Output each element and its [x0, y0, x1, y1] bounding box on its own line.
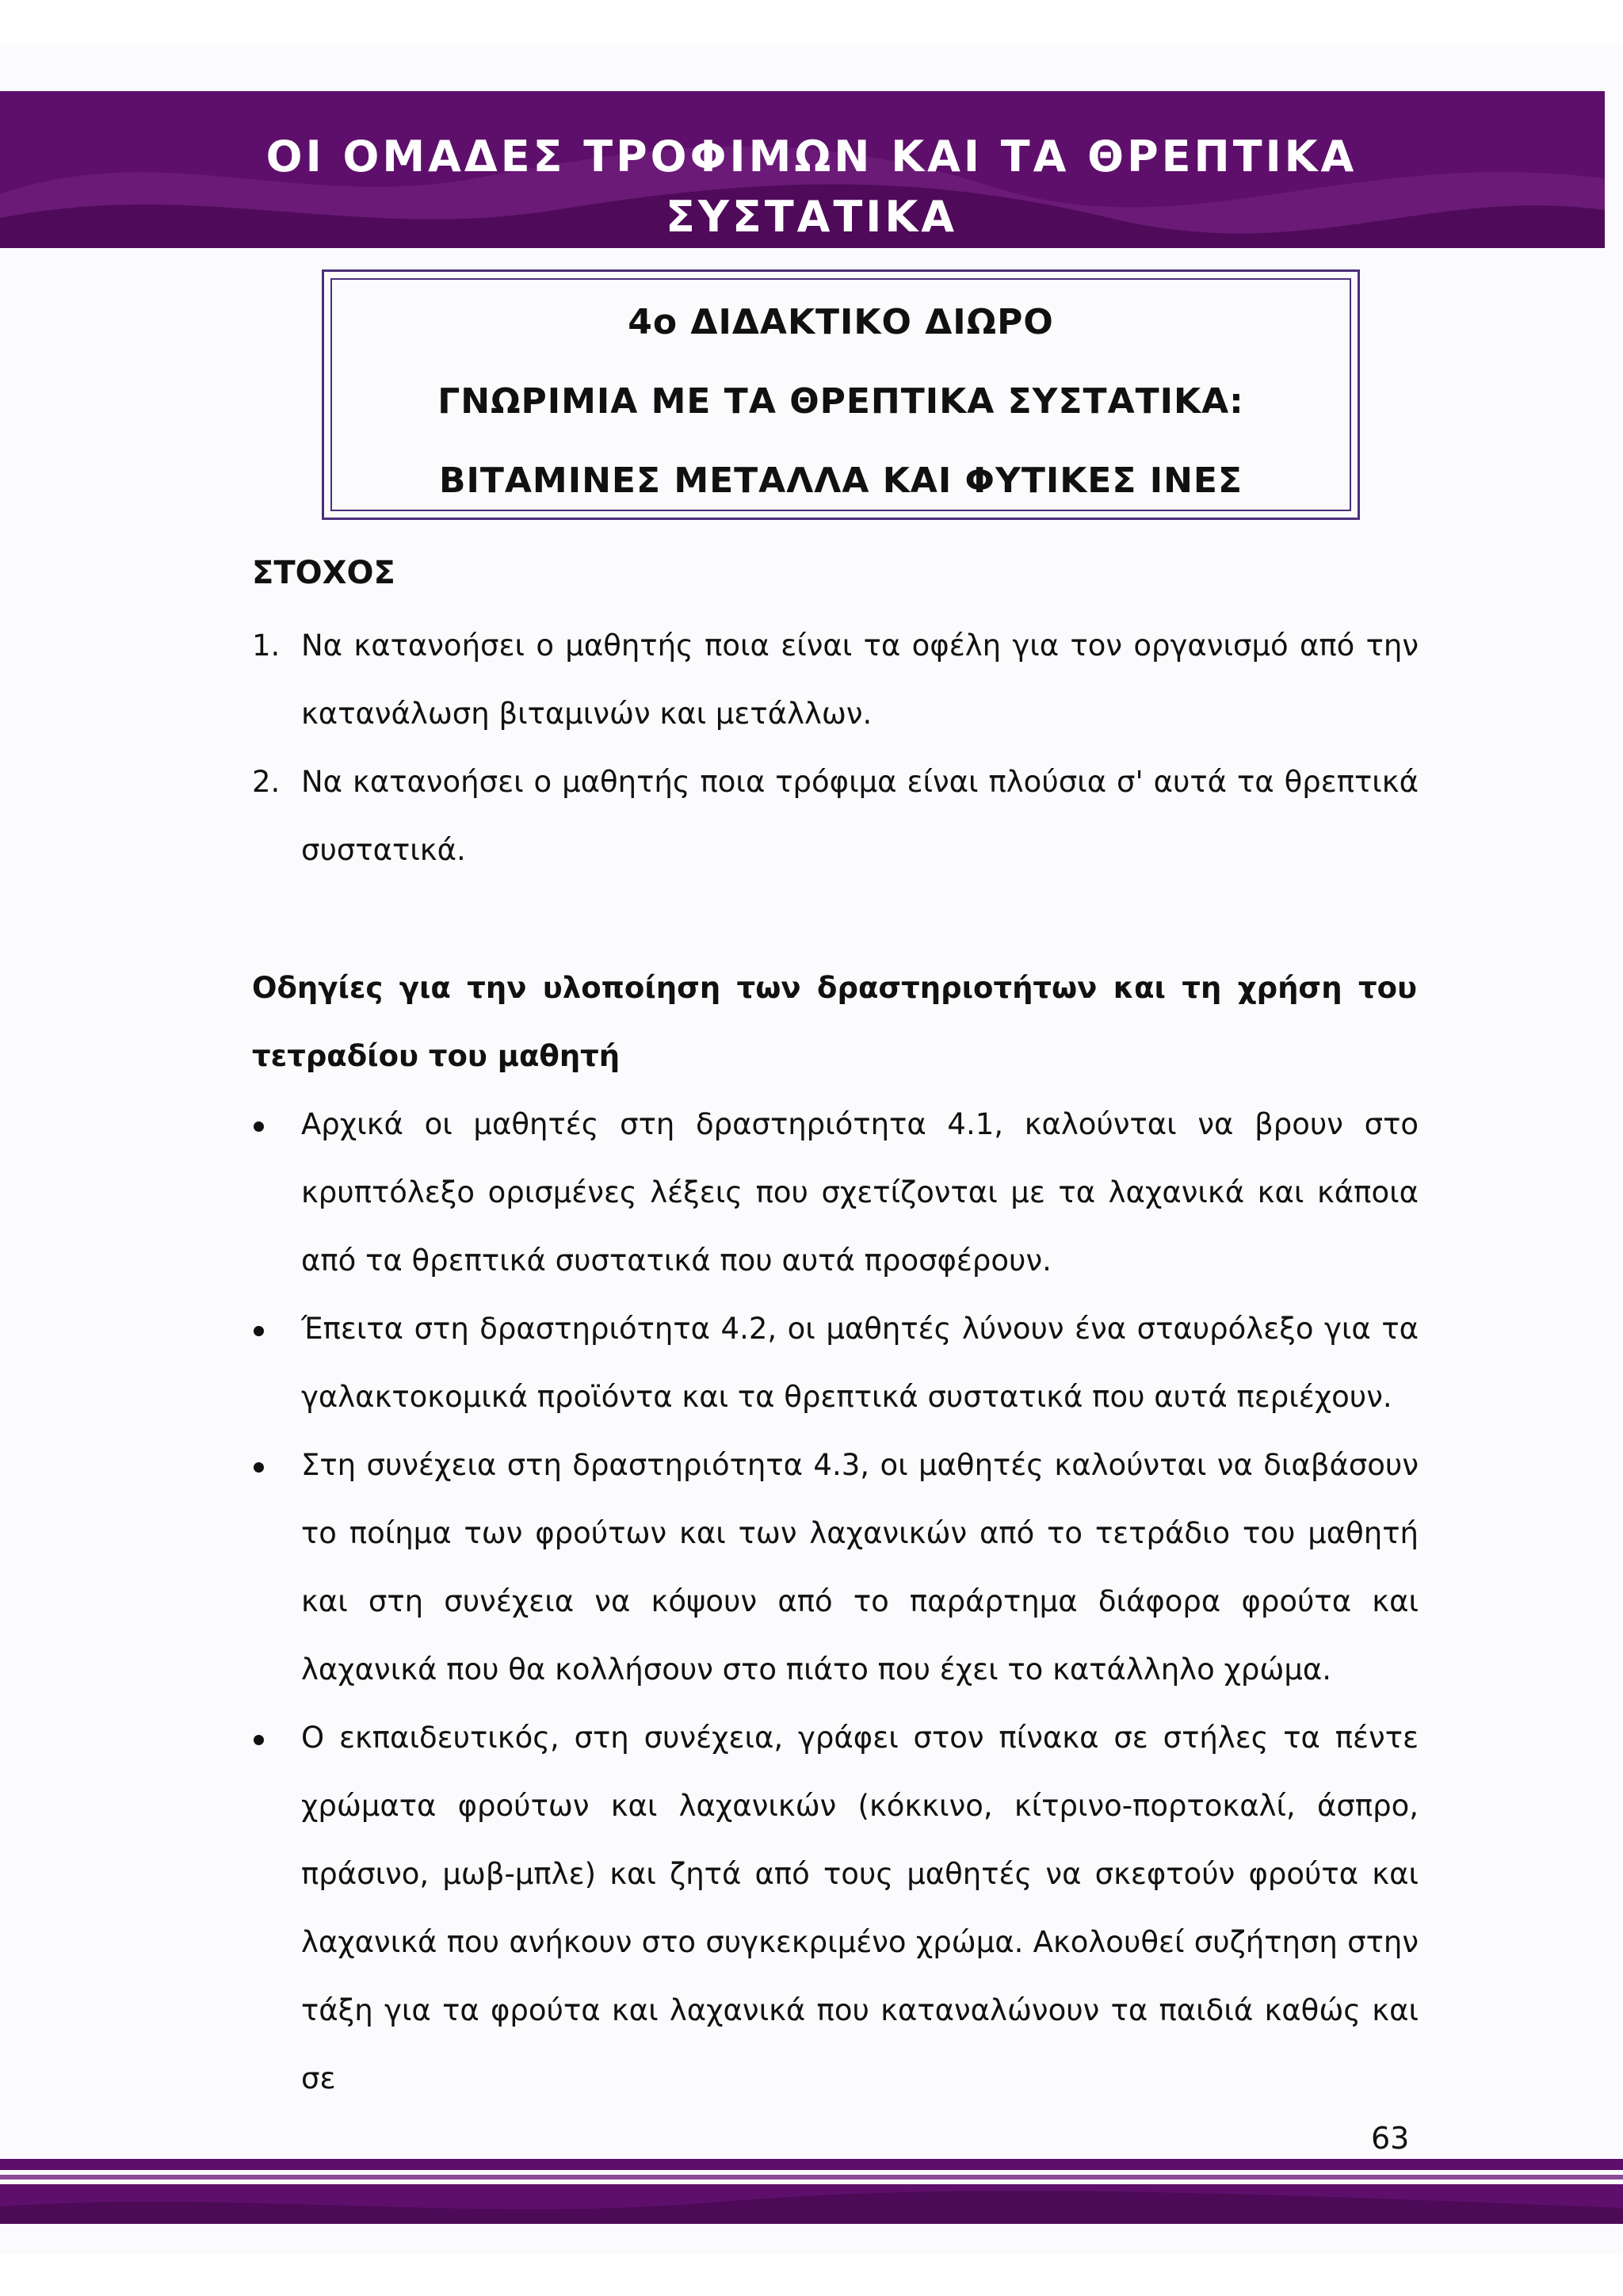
instructions-heading: Οδηγίες για την υλοποίηση των δραστηριοτήτων και τη χρήση του τετραδίου του μαθητή — [252, 971, 1417, 1073]
instruction-bullet-1: Αρχικά οι μαθητές στη δραστηριότητα 4.1, καλούνται να βρουν στο κρυπτόλεξο ορισμένες λέξεις που σχετίζονται με τα λαχανικά και κάποια από τα θρεπτικά συστατικά που αυτά προσφέρουν. — [301, 1107, 1419, 1278]
page-number: 63 — [1371, 2121, 1410, 2156]
instruction-bullet-2: Έπειτα στη δραστηριότητα 4.2, οι μαθητές λύνουν ένα σταυρόλεξο για τα γαλακτοκομικά προϊόντα και τα θρεπτικά συστατικά που αυτά περιέχουν. — [301, 1312, 1419, 1414]
lesson-title-box — [322, 269, 1360, 520]
goal-number-1: 1. — [252, 628, 281, 663]
bullet-marker — [254, 1735, 264, 1745]
lesson-title-box-inner — [330, 278, 1351, 511]
instruction-bullet-4: Ο εκπαιδευτικός, στη συνέχεια, γράφει στον πίνακα σε στήλες τα πέντε χρώματα φρούτων και λαχανικών (κόκκινο, κίτρινο-πορτοκαλί, άσπρο, πράσινο, μωβ-μπλε) και ζητά από τους μαθητές να σκεφτούν φρούτα και λαχανικά που ανήκουν στο συγκεκριμένο χρώμα. Ακολουθεί συζήτηση στην τάξη για τα φρούτα και λαχανικά που καταναλώνουν τα παιδιά καθώς και σε — [301, 1721, 1419, 2095]
bullet-marker — [254, 1462, 264, 1473]
footer-banner — [0, 2159, 1623, 2224]
document-title-line1: ΟΙ ΟΜΑΔΕΣ ΤΡΟΦΙΜΩΝ ΚΑΙ ΤΑ ΘΡΕΠΤΙΚΑ — [265, 132, 1358, 181]
goal-number-2: 2. — [252, 765, 281, 799]
goal-text-1: Να κατανοήσει ο μαθητής ποια είναι τα οφέλη για τον οργανισμό από την κατανάλωση βιταμινών και μετάλλων. — [301, 628, 1419, 731]
bullet-marker — [254, 1326, 264, 1336]
bullet-marker — [254, 1121, 264, 1132]
lesson-number-title: 4ο ΔΙΔΑΚΤΙΚΟ ΔΙΩΡΟ — [628, 302, 1054, 342]
goal-text-2: Να κατανοήσει ο μαθητής ποια τρόφιμα είναι πλούσια σ' αυτά τα θρεπτικά συστατικά. — [301, 765, 1419, 867]
lesson-subtitle-line2: ΒΙΤΑΜΙΝΕΣ ΜΕΤΑΛΛΑ ΚΑΙ ΦΥΤΙΚΕΣ ΙΝΕΣ — [438, 460, 1243, 501]
document-title — [0, 127, 1623, 247]
goals-heading: ΣΤΟΧΟΣ — [252, 555, 395, 591]
instruction-bullet-3: Στη συνέχεια στη δραστηριότητα 4.3, οι μαθητές καλούνται να διαβάσουν το ποίημα των φρούτων και των λαχανικών από το τετράδιο του μαθητή και στη συνέχεια να κόψουν από το παράρτημα διάφορα φρούτα και λαχανικά που θα κολλήσουν στο πιάτο που έχει το κατάλληλο χρώμα. — [301, 1448, 1419, 1687]
document-title-line2: ΣΥΣΤΑΤΙΚΑ — [665, 192, 958, 242]
lesson-subtitle-line1: ΓΝΩΡΙΜΙΑ ΜΕ ΤΑ ΘΡΕΠΤΙΚΑ ΣΥΣΤΑΤΙΚΑ: — [437, 381, 1244, 422]
